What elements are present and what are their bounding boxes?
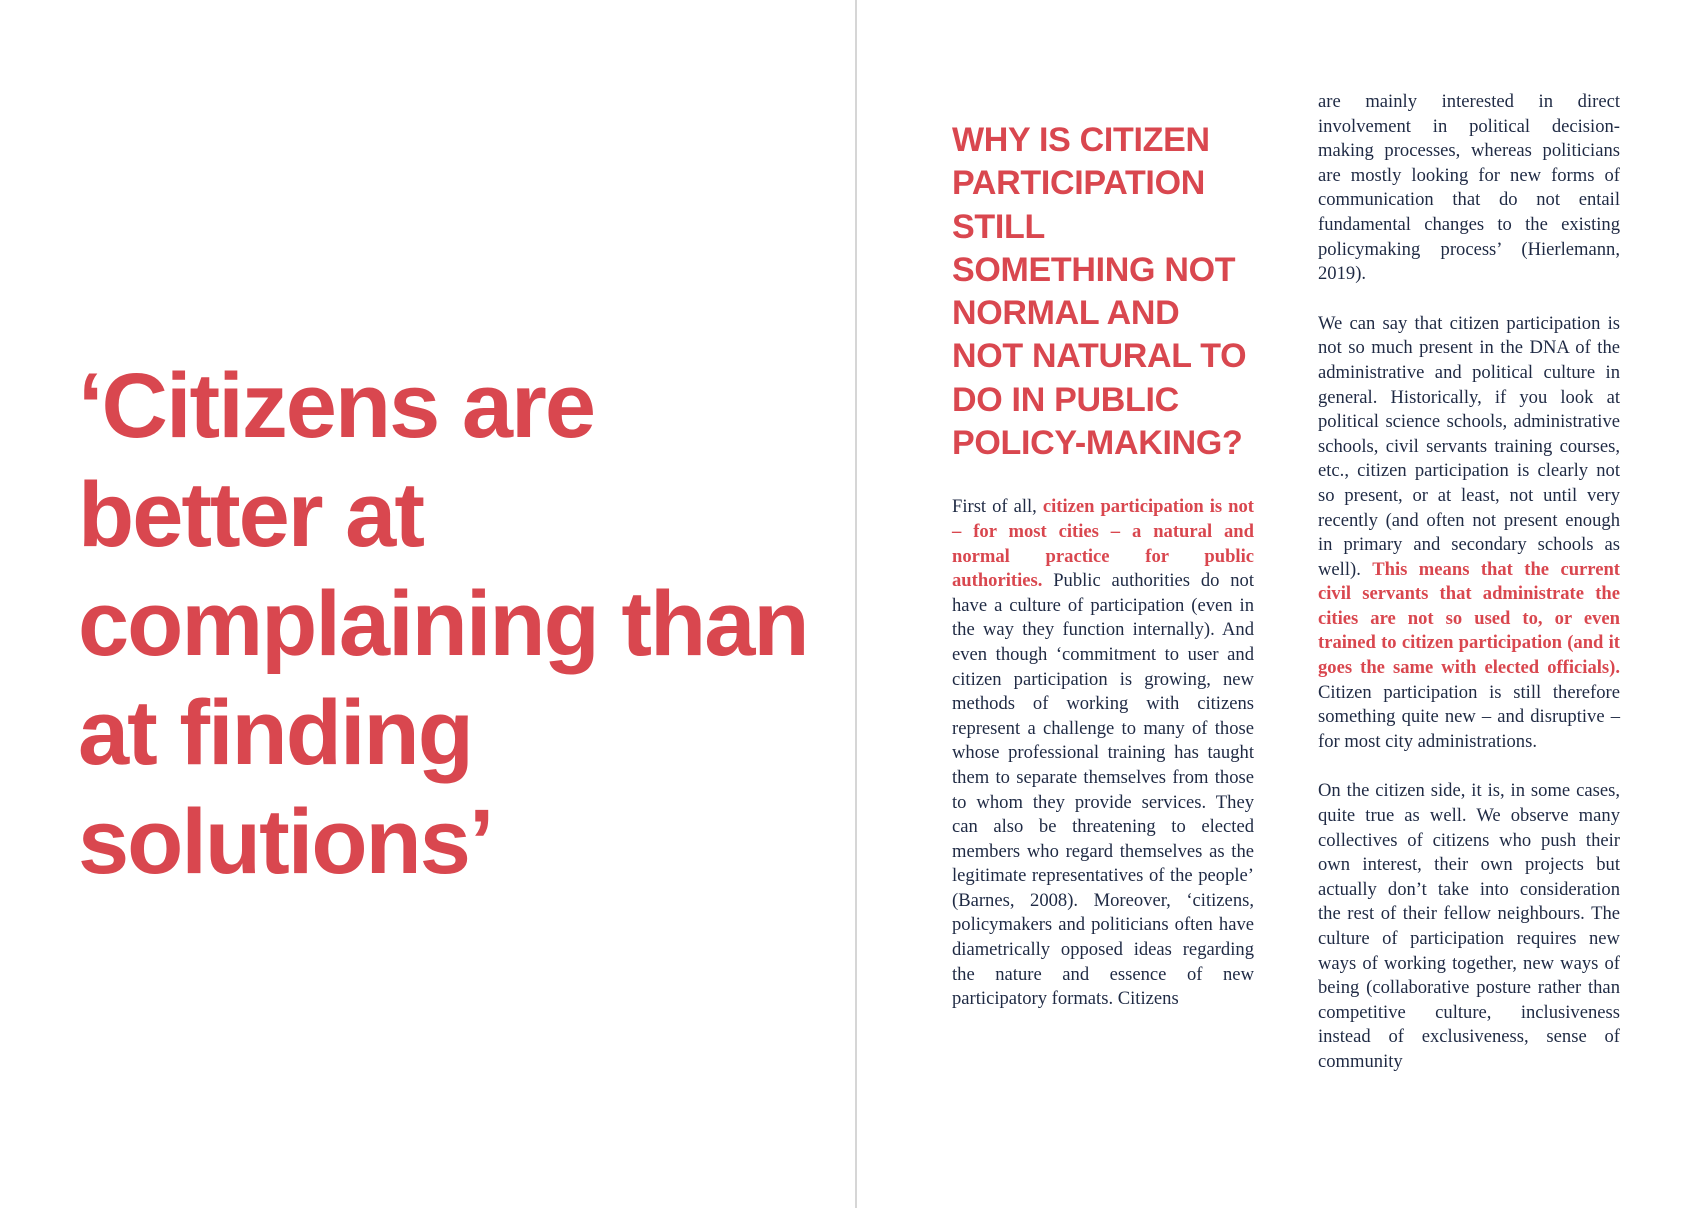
paragraph-intro: First of all, [952, 496, 1043, 518]
section-heading: WHY IS CITIZEN PARTICIPATION STILL SOMETHING NOT NORMAL AND NOT NATURAL TO DO IN PUBLIC POLICY-MAKING? [952, 121, 1247, 463]
paragraph [1318, 312, 1620, 755]
highlight-text: citizen participation is not – for most cities – a natural and normal practice for public authorities. [952, 496, 1254, 592]
text-column-right [1318, 90, 1620, 1100]
paragraph [952, 495, 1254, 1011]
paragraph-end: Citizen participation is still therefore something quite new – and disruptive – for most city administrations. [1318, 681, 1620, 752]
paragraph: are mainly interested in direct involvement in political decision-making processes, whereas politicians are mostly looking for new forms of communication that do not entail fundamental changes to the existing policymaking process’ (Hierlemann, 2019). [1318, 91, 1620, 285]
pull-quote: ‘Citizens are better at complaining than at finding solutions’ [78, 355, 808, 893]
highlight-text: This means that the current civil servants that administrate the cities are not so used to, or even trained to citizen participation (and it goes the same with elected officials). [1318, 558, 1620, 679]
text-column-left [952, 119, 1254, 1037]
paragraph-body: We can say that citizen participation is not so much present in the DNA of the administrative and political culture in general. Historically, if you look at political science schools, administrative schools, civil servants training courses, etc., citizen participation is clearly not so present, or at least, not until very recently (and often not present enough in primary and secondary schools as well). [1318, 312, 1620, 580]
page-gutter [855, 0, 857, 1208]
paragraph-body: Public authorities do not have a culture of participation (even in the way they function internally). And even though ‘commitment to user and citizen participation is growing, new methods of working with citizens represent a challenge to many of those whose professional training has taught them to separate themselves from those to whom they provide services. They can also be threatening to elected members who regard themselves as the legitimate representatives of the people’ (Barnes, 2008). Moreover, ‘citizens, policymakers and politicians often have diametrically opposed ideas regarding the nature and essence of new participatory formats. Citizens [952, 570, 1254, 1010]
paragraph: On the citizen side, it is, in some cases, quite true as well. We observe many collectives of citizens who push their own interest, their own projects but actually don’t take into consideration the rest of their fellow neighbours. The culture of participation requires new ways of working together, new ways of being (collaborative posture rather than competitive culture, inclusiveness instead of exclusiveness, sense of community [1318, 780, 1620, 1072]
